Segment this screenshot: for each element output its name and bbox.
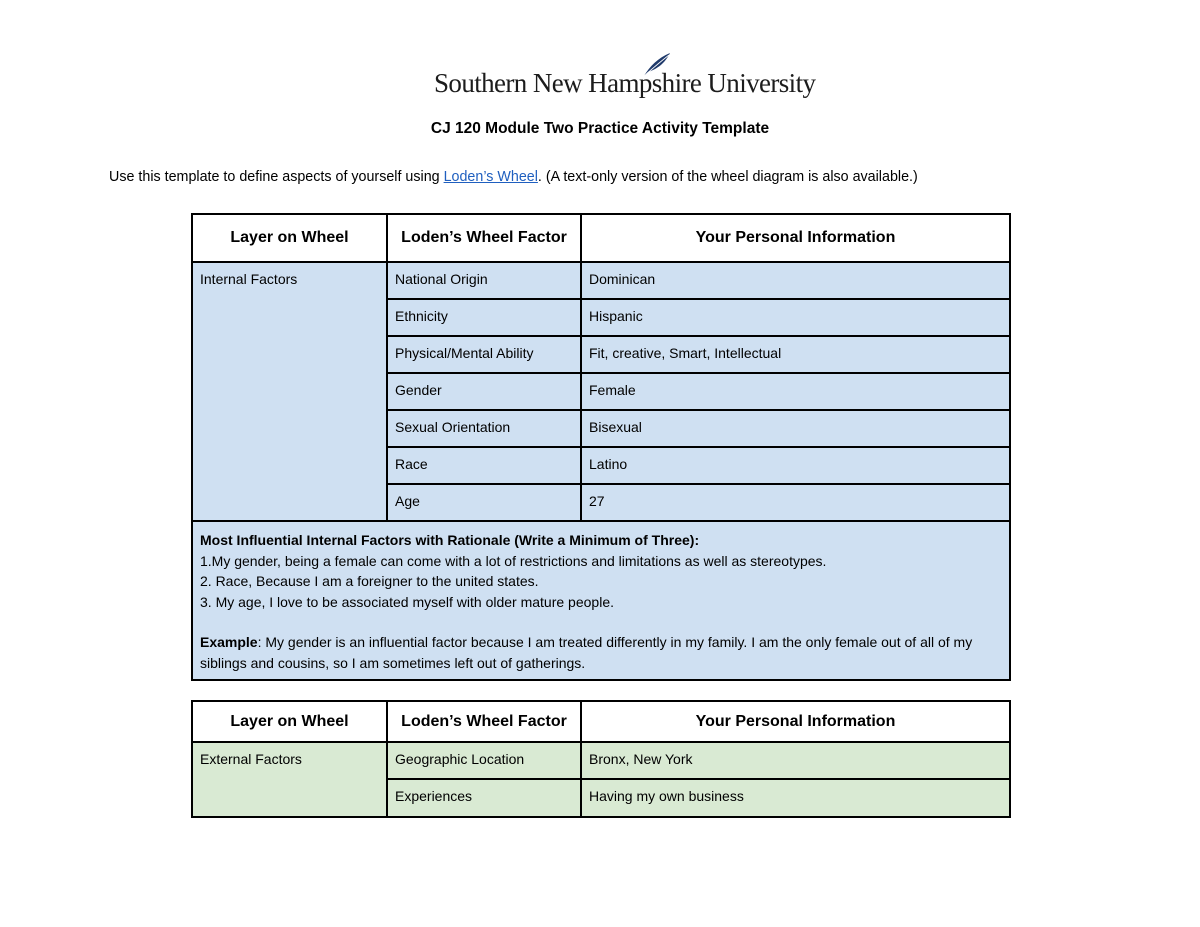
example-paragraph (200, 632, 1002, 673)
factor-cell: Gender (387, 373, 581, 410)
header-factor: Loden’s Wheel Factor (387, 701, 581, 742)
logo-wordmark: Southern New Hampshire University (434, 68, 816, 98)
factor-cell: Age (387, 484, 581, 521)
header-info: Your Personal Information (581, 214, 1010, 262)
internal-factors-table (191, 213, 1011, 681)
factor-cell: Physical/Mental Ability (387, 336, 581, 373)
table-row (192, 742, 1010, 779)
factor-cell: Sexual Orientation (387, 410, 581, 447)
lodens-wheel-link[interactable]: Loden’s Wheel (443, 169, 538, 185)
info-cell[interactable]: Bronx, New York (581, 742, 1010, 779)
rationale-line-1: 1.My gender, being a female can come with a lot of restrictions and limitations as well as stereotypes. (200, 552, 827, 569)
rationale-cell[interactable] (192, 521, 1010, 680)
university-logo (434, 52, 816, 102)
factor-cell: Ethnicity (387, 299, 581, 336)
header-row (192, 214, 1010, 262)
factor-cell: Experiences (387, 779, 581, 817)
header-info: Your Personal Information (581, 701, 1010, 742)
rationale-heading: Most Influential Internal Factors with Rationale (Write a Minimum of Three): (200, 532, 700, 548)
info-cell[interactable]: Fit, creative, Smart, Intellectual (581, 336, 1010, 373)
intro-after: . (A text-only version of the wheel diagram is also available.) (537, 169, 918, 185)
header-layer: Layer on Wheel (192, 701, 387, 742)
header-factor: Loden’s Wheel Factor (387, 214, 581, 262)
external-factors-table (191, 700, 1011, 818)
info-cell[interactable]: Latino (581, 447, 1010, 484)
info-cell[interactable]: Bisexual (581, 410, 1010, 447)
page-title: CJ 120 Module Two Practice Activity Template (430, 120, 770, 137)
example-label: Example (200, 634, 258, 650)
layer-cell-internal: Internal Factors (192, 262, 387, 521)
rationale-row (192, 521, 1010, 680)
factor-cell: Race (387, 447, 581, 484)
header-row (192, 701, 1010, 742)
rationale-line-2: 2. Race, Because I am a foreigner to the united states. (200, 573, 539, 589)
intro-before: Use this template to define aspects of yourself using (109, 169, 444, 185)
layer-cell-external: External Factors (192, 742, 387, 817)
table-row (192, 262, 1010, 299)
header-layer: Layer on Wheel (192, 214, 387, 262)
factor-cell: National Origin (387, 262, 581, 299)
info-cell[interactable]: Having my own business (581, 779, 1010, 817)
example-text: : My gender is an influential factor because I am treated differently in my family. I am the only female out of all of my siblings and cousins, so I am sometimes left out of gatherings. (200, 634, 973, 671)
info-cell[interactable]: 27 (581, 484, 1010, 521)
factor-cell: Geographic Location (387, 742, 581, 779)
info-cell[interactable]: Hispanic (581, 299, 1010, 336)
info-cell[interactable]: Female (581, 373, 1010, 410)
rationale-line-3: 3. My age, I love to be associated myself with older mature people. (200, 593, 614, 610)
intro-text (109, 169, 918, 185)
info-cell[interactable]: Dominican (581, 262, 1010, 299)
